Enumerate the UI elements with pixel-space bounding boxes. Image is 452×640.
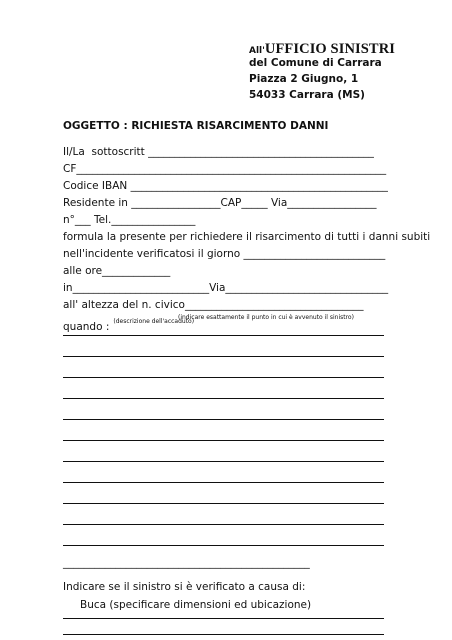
pothole-details-line[interactable] [63, 634, 384, 635]
description-short-line[interactable]: _______________________________________________ [63, 557, 310, 569]
cause-option-pothole: Buca (specificare dimensioni ed ubicazione) [80, 599, 312, 611]
description-line[interactable] [63, 440, 384, 441]
description-line[interactable] [63, 524, 384, 525]
office-name: UFFICIO SINISTRI [264, 41, 396, 57]
addressee-title [249, 38, 395, 58]
incident-date-field-line[interactable]: nell'incidente verificatosi il giorno ___________________________ [63, 248, 386, 260]
addressee-line-1: del Comune di Carrara [249, 57, 382, 69]
description-line[interactable] [63, 503, 384, 504]
description-line[interactable] [63, 335, 384, 336]
phone-field-line[interactable]: n°___ Tel.________________ [63, 214, 196, 226]
incident-place-field-line[interactable]: in__________________________Via_______________________________ [63, 282, 389, 294]
description-line[interactable] [63, 398, 384, 399]
iban-field-line[interactable]: Codice IBAN _________________________________________________ [63, 180, 388, 192]
incident-time-field-line[interactable]: alle ore_____________ [63, 265, 171, 277]
civic-number-field-line[interactable]: all' altezza del n. civico__________________________________ [63, 299, 364, 311]
pothole-details-line[interactable] [63, 618, 384, 619]
addressee-prefix: All' [249, 46, 265, 56]
description-line[interactable] [63, 461, 384, 462]
request-statement: formula la presente per richiedere il risarcimento di tutti i danni subiti [63, 231, 431, 243]
addressee-line-2: Piazza 2 Giugno, 1 [249, 73, 359, 85]
residence-field-line[interactable]: Residente in _________________CAP_____ Via_________________ [63, 197, 377, 209]
location-note: (indicare esattamente il punto in cui è avvenuto il sinistro) [178, 314, 354, 321]
subject-line: OGGETTO : RICHIESTA RISARCIMENTO DANNI [63, 120, 329, 132]
description-line[interactable] [63, 482, 384, 483]
description-line[interactable] [63, 356, 384, 357]
cause-intro: Indicare se il sinistro si è verificato a causa di: [63, 581, 306, 593]
tax-code-field-line[interactable]: CF___________________________________________________________ [63, 163, 387, 175]
quando-text: quando : [63, 321, 110, 333]
quando-label [63, 318, 195, 333]
description-note: (descrizione dell'accaduto) [113, 318, 195, 325]
description-line[interactable] [63, 377, 384, 378]
description-line[interactable] [63, 419, 384, 420]
description-line[interactable] [63, 545, 384, 546]
name-field-line[interactable]: Il/La sottoscritt ___________________________________________ [63, 146, 374, 158]
addressee-line-3: 54033 Carrara (MS) [249, 89, 365, 101]
